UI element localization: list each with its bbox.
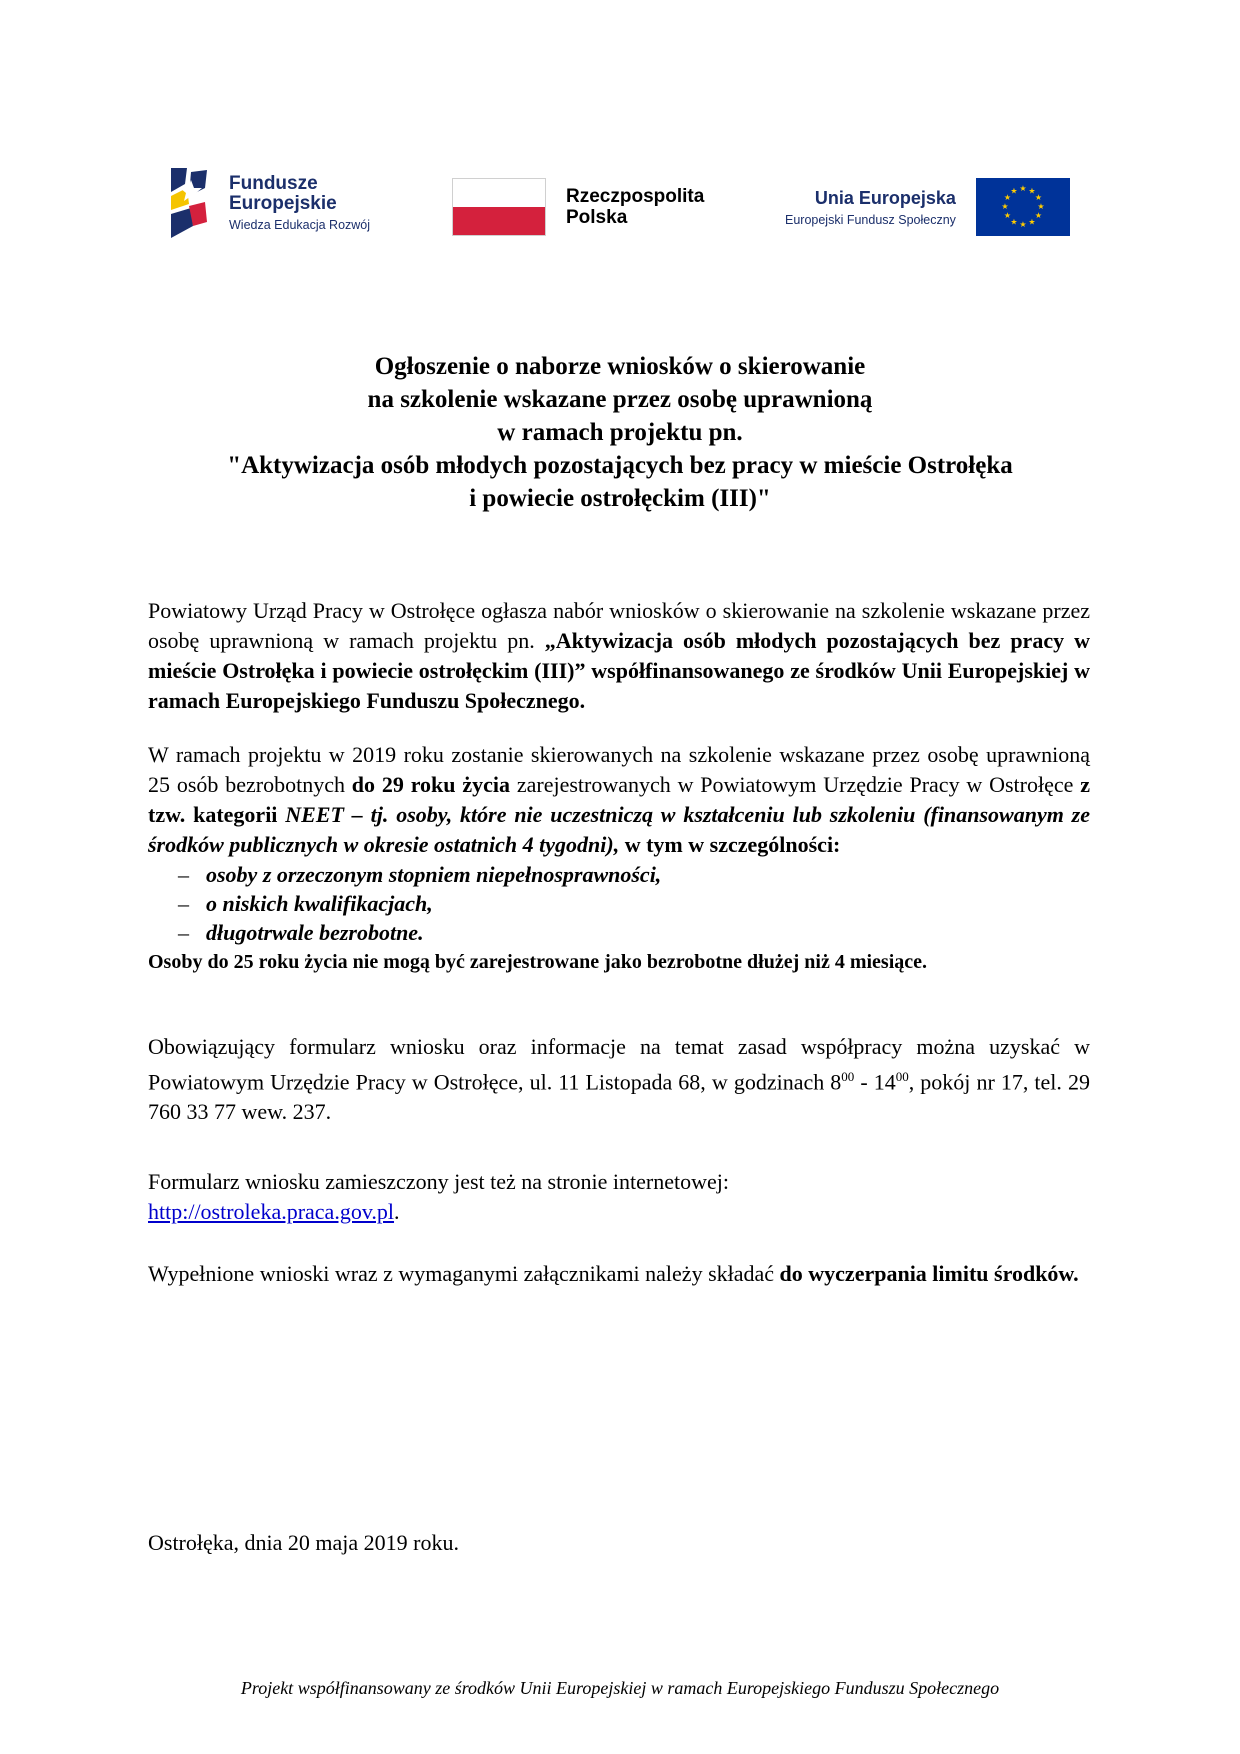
svg-text:★: ★ <box>1019 220 1027 229</box>
svg-text:★: ★ <box>1028 217 1036 227</box>
fe-star-icon <box>167 166 211 240</box>
eu-flag-icon <box>976 178 1070 236</box>
svg-text:★: ★ <box>1010 186 1018 196</box>
fe-line3: Wiedza Edukacja Rozwój <box>229 218 371 232</box>
logo-bar <box>0 160 1240 240</box>
fe-line2: Europejskie <box>229 193 337 214</box>
svg-text:★: ★ <box>1010 217 1018 227</box>
rp-line2: Polska <box>566 207 628 228</box>
svg-text:★: ★ <box>1034 211 1043 220</box>
svg-text:★: ★ <box>1001 202 1009 211</box>
unia-europejska-logo <box>785 178 1070 236</box>
title-line4: "Aktywizacja osób młodych pozostających bez pracy w mieście Ostrołęka <box>227 452 1013 479</box>
paragraph-contact: Obowiązujący formularz wniosku oraz informacje na temat zasad współpracy można uzyskać w Powiatowym Urzędzie Pracy w Ostrołęce, ul. 11 Listopada 68, w godzinach $8^{00} - 14^{00}$, pokój nr 17, tel. 29 760 33 77 wew. 237. <box>148 1034 1090 1125</box>
svg-text:★: ★ <box>1028 186 1036 196</box>
svg-text:★: ★ <box>1003 211 1012 220</box>
age-note: Osoby do 25 roku życia nie mogą być zarejestrowane jako bezrobotne dłużej niż 4 miesiące. <box>148 951 928 973</box>
svg-text:★: ★ <box>1019 184 1027 193</box>
paragraph-website: Formularz wniosku zamieszczony jest też na stronie internetowej: http://ostroleka.praca.gov.pl. <box>148 1169 729 1225</box>
fundusze-europejskie-logo <box>167 166 370 240</box>
website-link[interactable]: http://ostroleka.praca.gov.pl <box>148 1199 395 1225</box>
date-line: Ostrołęka, dnia 20 maja 2019 roku. <box>148 1530 459 1555</box>
list-item: – osoby z orzeczonym stopniem niepełnosprawności, <box>178 862 662 887</box>
title-line2: na szkolenie wskazane przez osobę uprawnioną <box>367 386 873 413</box>
paragraph-intro: Powiatowy Urząd Pracy w Ostrołęce ogłasza nabór wniosków o skierowanie na szkolenie wskazane przez osobę uprawnioną w ramach projektu pn. „Aktywizacja osób młodych pozostających bez pracy w mieście Ostrołęka i powiecie ostrołęckim (III)” współfinansowanego ze środków Unii Europejskiej w ramach Europejskiego Funduszu Społecznego. <box>148 598 1090 713</box>
paragraph-deadline: Wypełnione wnioski wraz z wymaganymi załącznikami należy składać do wyczerpania limitu środków. <box>148 1261 1079 1287</box>
fe-line1: Fundusze <box>229 173 318 194</box>
rp-line1: Rzeczpospolita <box>566 186 705 207</box>
svg-text:★: ★ <box>1037 202 1045 211</box>
title-line1: Ogłoszenie o naborze wniosków o skierowanie <box>374 353 866 380</box>
ue-line1: Unia Europejska <box>814 187 956 208</box>
list-item: – o niskich kwalifikacjach, <box>178 891 433 916</box>
footer-note: Projekt współfinansowany ze środków Unii Europejskiej w ramach Europejskiego Funduszu Społecznego <box>240 1678 1000 1698</box>
polish-flag-icon <box>452 178 546 236</box>
svg-text:★: ★ <box>1034 193 1043 202</box>
rzeczpospolita-polska-logo <box>452 178 704 236</box>
eligibility-list <box>148 860 1090 947</box>
paragraph-eligibility: W ramach projektu w 2019 roku zostanie skierowanych na szkolenie wskazane przez osobę uprawnioną 25 osób bezrobotnych do 29 roku życia zarejestrowanych w Powiatowym Urzędzie Pracy w Ostrołęce z tzw. kategorii NEET – tj. osoby, które nie uczestniczą w kształceniu lub szkoleniu (finansowanym ze środków publicznych w okresie ostatnich 4 tygodni), w tym w szczególności: <box>148 742 1091 857</box>
document-body <box>148 596 1090 1289</box>
title-line5: i powiecie ostrołęckim (III)" <box>469 485 771 512</box>
svg-text:★: ★ <box>1003 193 1012 202</box>
announcement-title <box>130 350 1110 515</box>
list-item: – długotrwale bezrobotne. <box>178 920 424 945</box>
title-line3: w ramach projektu pn. <box>497 419 743 446</box>
ue-line2: Europejski Fundusz Społeczny <box>785 212 956 227</box>
